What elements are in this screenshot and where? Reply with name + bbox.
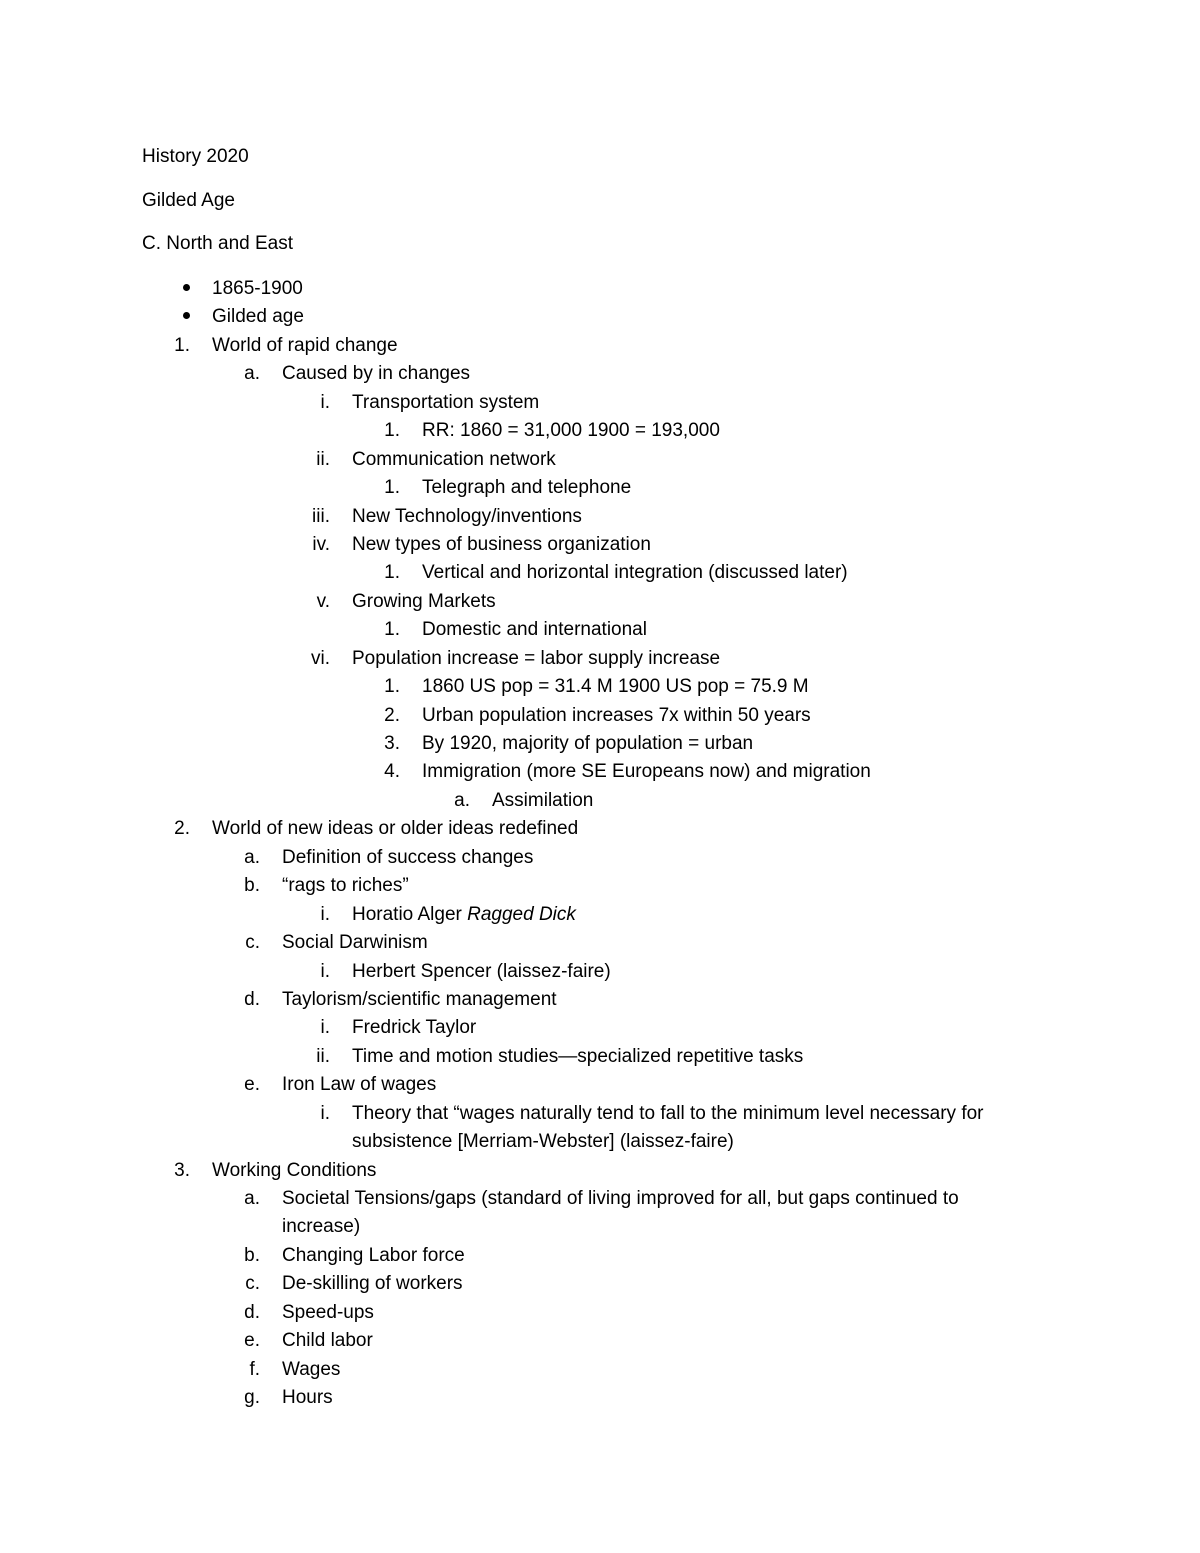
outline-item-2 <box>0 815 1200 843</box>
list-text: Working Conditions <box>212 1159 377 1181</box>
list-marker: i. <box>320 903 330 925</box>
list-item <box>0 474 1200 502</box>
list-marker: c. <box>245 932 260 954</box>
outline-item-3 <box>0 1157 1200 1185</box>
list-item <box>0 645 1200 673</box>
course-title: History 2020 <box>142 146 249 167</box>
list-text: Caused by in changes <box>282 363 471 385</box>
list-item <box>0 844 1200 872</box>
list-text: New Technology/inventions <box>352 505 582 527</box>
list-text: Population increase = labor supply increase <box>352 647 721 669</box>
list-marker: i. <box>320 391 330 413</box>
list-item <box>0 1356 1200 1384</box>
list-item <box>0 1242 1200 1270</box>
list-text: World of rapid change <box>212 334 398 356</box>
list-item <box>0 1100 1200 1157</box>
list-marker: a. <box>244 1188 260 1210</box>
list-item <box>0 446 1200 474</box>
list-item <box>0 360 1200 388</box>
list-text: Urban population increases 7x within 50 years <box>422 704 811 726</box>
list-item <box>0 730 1200 758</box>
bullet-item <box>0 275 1200 303</box>
list-text: Iron Law of wages <box>282 1074 437 1096</box>
list-text: Taylorism/scientific management <box>282 988 557 1010</box>
list-text: “rags to riches” <box>282 875 409 897</box>
list-text: Hours <box>282 1387 333 1409</box>
list-marker: 3. <box>384 733 400 754</box>
list-text: Growing Markets <box>352 590 496 612</box>
list-text: World of new ideas or older ideas redefined <box>212 818 579 840</box>
list-item <box>0 958 1200 986</box>
list-text: Theory that “wages naturally tend to fall to the minimum level necessary for subsistence [Merriam-Webster] (laissez-faire) <box>352 1102 984 1153</box>
list-marker: e. <box>244 1330 260 1352</box>
list-text: New types of business organization <box>352 533 651 555</box>
list-marker: a. <box>244 363 260 385</box>
topic-title: Gilded Age <box>142 190 235 211</box>
list-text: Telegraph and telephone <box>422 477 632 499</box>
list-item <box>0 758 1200 786</box>
list-text: RR: 1860 = 31,000 1900 = 193,000 <box>422 420 720 442</box>
list-marker: 1. <box>384 619 400 641</box>
book-title: Ragged Dick <box>467 903 576 925</box>
list-text: Domestic and international <box>422 619 647 641</box>
list-marker: b. <box>244 1244 260 1266</box>
list-item <box>0 1071 1200 1099</box>
list-text: Societal Tensions/gaps (standard of living improved for all, but gaps continued to increase) <box>282 1188 959 1238</box>
outline-list <box>0 275 1200 1413</box>
list-item <box>0 929 1200 957</box>
list-item <box>0 986 1200 1014</box>
list-marker: ii. <box>316 448 330 470</box>
list-item <box>0 787 1200 815</box>
bullet-dot-icon <box>140 303 190 331</box>
list-item <box>0 1014 1200 1042</box>
list-text: Transportation system <box>352 391 540 413</box>
bullet-item <box>0 303 1200 331</box>
list-text: Changing Labor force <box>282 1244 465 1266</box>
list-marker: b. <box>244 875 260 897</box>
list-marker: i. <box>320 1102 330 1124</box>
list-item <box>0 1185 1200 1242</box>
list-item <box>0 1299 1200 1327</box>
list-item <box>0 417 1200 445</box>
list-item <box>0 503 1200 531</box>
list-marker: i. <box>320 1017 330 1039</box>
list-marker: d. <box>244 988 260 1010</box>
list-text: Social Darwinism <box>282 932 428 954</box>
list-marker: d. <box>244 1301 260 1323</box>
list-item <box>0 1327 1200 1355</box>
list-marker: a. <box>454 789 470 811</box>
list-text: Communication network <box>352 448 556 470</box>
list-text: Speed-ups <box>282 1301 374 1323</box>
list-marker: f. <box>249 1358 260 1380</box>
list-item <box>0 531 1200 559</box>
list-marker: iii. <box>312 505 330 527</box>
list-text: Immigration (more SE Europeans now) and migration <box>422 761 871 783</box>
list-text: Time and motion studies—specialized repetitive tasks <box>352 1045 804 1067</box>
list-marker: c. <box>245 1273 260 1295</box>
list-marker: iv. <box>312 533 330 555</box>
list-item <box>0 559 1200 587</box>
list-item <box>0 702 1200 730</box>
list-marker: i. <box>320 960 330 982</box>
list-item <box>0 872 1200 900</box>
list-text: Vertical and horizontal integration (discussed later) <box>422 562 848 584</box>
list-marker: 2. <box>384 704 400 726</box>
list-text: Fredrick Taylor <box>352 1017 477 1039</box>
list-text: De-skilling of workers <box>282 1273 463 1295</box>
list-marker: a. <box>244 846 260 868</box>
list-marker: e. <box>244 1074 260 1096</box>
list-text: Herbert Spencer (laissez-faire) <box>352 960 611 982</box>
list-item <box>0 616 1200 644</box>
section-title: C. North and East <box>142 233 294 254</box>
list-item <box>0 1384 1200 1412</box>
list-text-plain: Horatio Alger <box>352 903 468 925</box>
list-text: By 1920, majority of population = urban <box>422 733 754 754</box>
list-marker: 3. <box>174 1159 190 1181</box>
bullet-text: Gilded age <box>212 306 304 328</box>
list-text: Wages <box>282 1358 341 1380</box>
list-text <box>352 901 576 929</box>
list-text: 1860 US pop = 31.4 M 1900 US pop = 75.9 M <box>422 676 809 698</box>
list-text: Definition of success changes <box>282 846 534 868</box>
list-marker: 1. <box>384 562 400 584</box>
bullet-text: 1865-1900 <box>212 278 303 299</box>
list-marker: 1. <box>384 477 400 499</box>
list-marker: g. <box>244 1387 260 1409</box>
list-text: Assimilation <box>492 789 594 811</box>
list-marker: v. <box>316 590 330 612</box>
list-marker: 1. <box>384 420 400 442</box>
list-item <box>0 1270 1200 1298</box>
list-item <box>0 901 1200 929</box>
outline-item-1 <box>0 332 1200 360</box>
list-text: Child labor <box>282 1330 373 1352</box>
list-marker: 1. <box>384 676 400 698</box>
list-marker: ii. <box>316 1045 330 1067</box>
list-item <box>0 1043 1200 1071</box>
bullet-dot-icon <box>140 275 190 303</box>
list-marker: 4. <box>384 761 400 783</box>
list-item <box>0 588 1200 616</box>
list-marker: 2. <box>174 818 190 840</box>
list-marker: vi. <box>311 647 330 669</box>
list-item <box>0 389 1200 417</box>
list-marker: 1. <box>174 334 190 356</box>
list-item <box>0 673 1200 701</box>
